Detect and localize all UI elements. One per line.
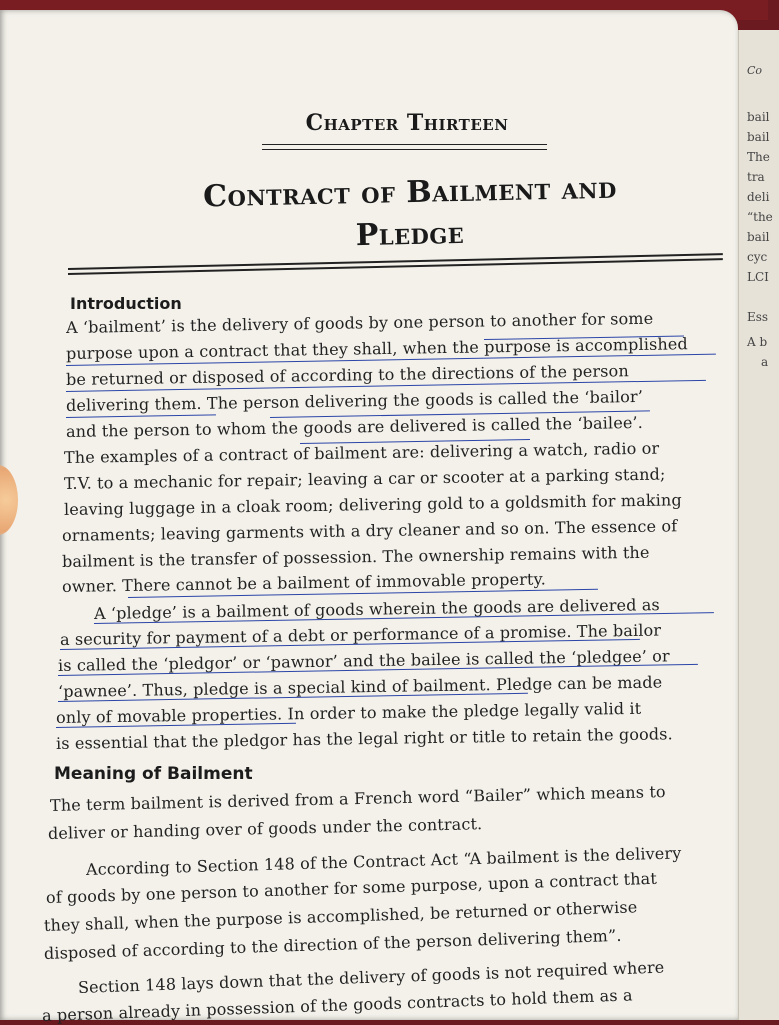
- chapter-rule-bottom: [262, 149, 547, 150]
- facing-page-fragment: A b: [747, 335, 768, 349]
- introduction-heading: Introduction: [70, 294, 182, 313]
- ink-underline: [66, 414, 216, 418]
- pledge-line-4: ‘pawnee’. Thus, pledge is a special kind of bailment. Pledge can be made: [57, 672, 663, 701]
- book-page: [0, 10, 738, 1025]
- intro-line-2: purpose upon a contract that they shall, when the purpose is accomplished: [65, 334, 688, 363]
- intro-line-8: leaving luggage in a cloak room; delivering gold to a goldsmith for making: [63, 490, 682, 519]
- facing-page-edge: [738, 30, 779, 1020]
- pledge-line-5: only of movable properties. In order to make the pledge legally valid it: [55, 698, 642, 727]
- chapter-rule-top: [262, 144, 547, 145]
- facing-page-fragment: deli: [747, 190, 770, 204]
- intro-line-9: ornaments; leaving garments with a dry cleaner and so on. The essence of: [61, 516, 678, 545]
- chapter-title-line-2: Pledge: [355, 215, 465, 254]
- pledge-line-2: a security for payment of a debt or performance of a promise. The bailor: [59, 620, 662, 649]
- meaning-line-7: Section 148 lays down that the delivery of goods is not required where: [77, 957, 665, 997]
- pledge-line-1: A ‘pledge’ is a bailment of goods wherein the goods are delivered as: [93, 595, 660, 623]
- intro-line-1: A ‘bailment’ is the delivery of goods by one person to another for some: [65, 308, 654, 337]
- facing-page-fragment: bail: [747, 130, 770, 144]
- pledge-line-6: is essential that the pledgor has the legal right or title to retain the goods.: [55, 724, 673, 753]
- meaning-line-3: According to Section 148 of the Contract Act “A bailment is the delivery: [85, 843, 682, 879]
- meaning-line-8: a person already in possession of the goods contracts to hold them as a: [41, 985, 633, 1025]
- facing-page-fragment: Co: [747, 64, 763, 77]
- meaning-line-2: deliver or handing over of goods under the contract.: [47, 814, 483, 843]
- facing-page-fragment: LCI: [747, 270, 769, 284]
- intro-line-6: The examples of a contract of bailment are: delivering a watch, radio or: [63, 438, 660, 467]
- pledge-line-3: is called the ‘pledgor’ or ‘pawnor’ and the bailee is called the ‘pledgee’ or: [57, 646, 670, 675]
- meaning-line-1: The term bailment is derived from a French word “Bailer” which means to: [49, 782, 666, 815]
- facing-page-fragment: bail: [747, 230, 770, 244]
- chapter-heading: Chapter Thirteen: [305, 110, 509, 136]
- thumb-in-frame: [0, 465, 18, 535]
- facing-page-fragment: Ess: [747, 310, 769, 324]
- meaning-line-6: disposed of according to the direction of the person delivering them”.: [43, 925, 622, 963]
- intro-line-4: delivering them. The person delivering the goods is called the ‘bailor’: [65, 386, 644, 415]
- intro-line-3: be returned or disposed of according to the directions of the person: [65, 361, 629, 389]
- facing-page-fragment: “the: [747, 210, 773, 224]
- chapter-title-line-1: Contract of Bailment and: [202, 170, 618, 215]
- facing-page-fragment: cyc: [747, 250, 768, 264]
- meaning-line-5: they shall, when the purpose is accomplished, be returned or otherwise: [43, 897, 638, 935]
- meaning-line-4: of goods by one person to another for some purpose, upon a contract that: [45, 868, 658, 907]
- facing-page-fragment: bail: [747, 110, 770, 124]
- facing-page-fragment: tra: [747, 170, 765, 184]
- facing-page-fragment: The: [747, 150, 770, 164]
- meaning-heading: Meaning of Bailment: [54, 764, 253, 784]
- facing-page-fragment: a: [761, 355, 769, 369]
- intro-line-5: and the person to whom the goods are delivered is called the ‘bailee’.: [65, 412, 644, 441]
- intro-line-11: owner. There cannot be a bailment of immovable property.: [61, 569, 547, 596]
- intro-line-7: T.V. to a mechanic for repair; leaving a car or scooter at a parking stand;: [63, 464, 666, 493]
- intro-line-10: bailment is the transfer of possession. The ownership remains with the: [61, 542, 650, 571]
